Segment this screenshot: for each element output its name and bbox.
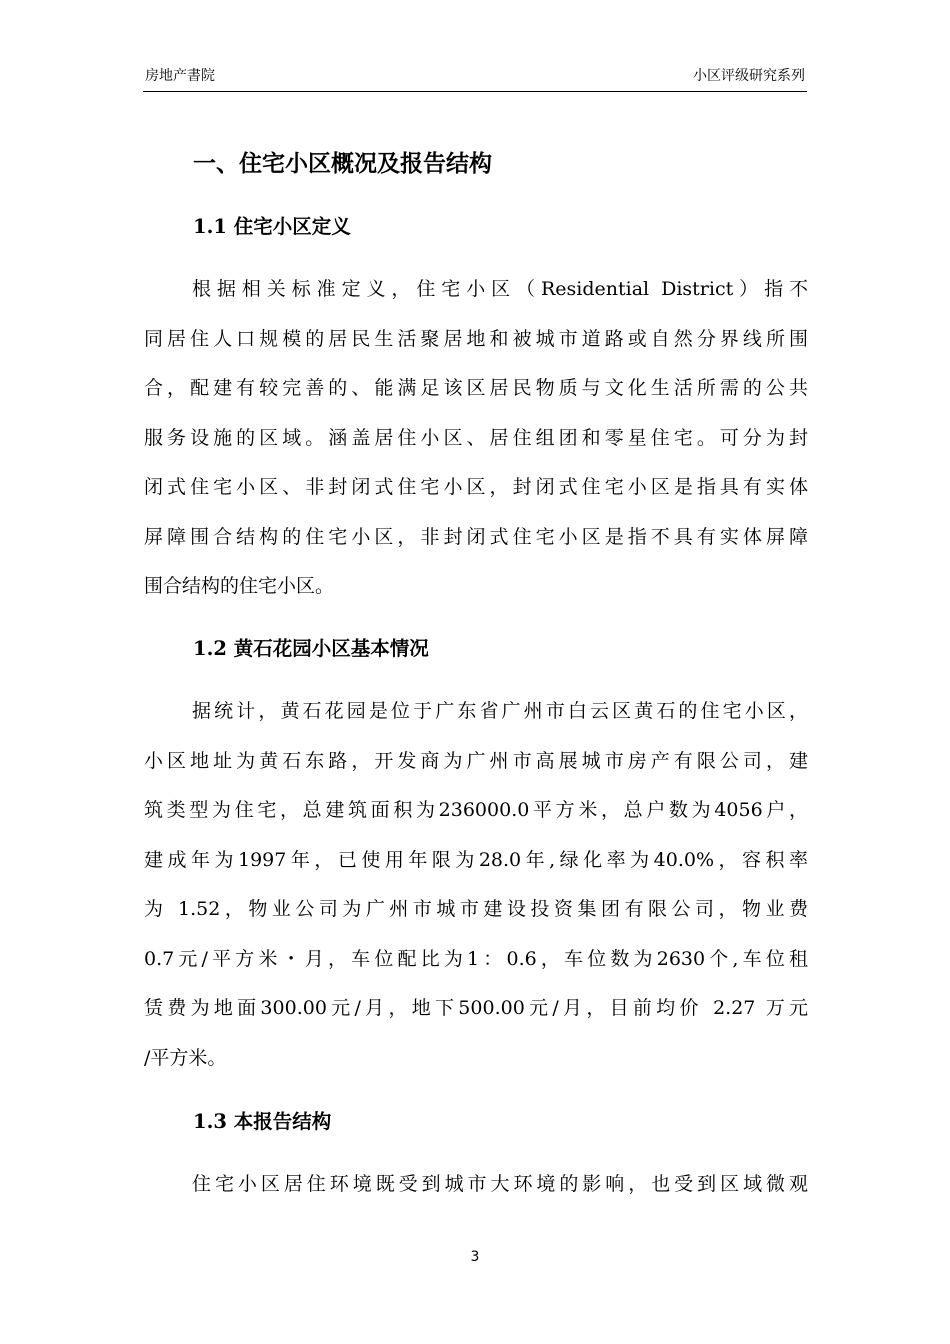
subsection-heading-1-3: 1.3 本报告结构 (193, 1110, 332, 1133)
header-right-title: 小区评级研究系列 (693, 68, 805, 84)
paragraph-residential-district-definition (144, 265, 808, 612)
text-line: 小区地址为黄石东路，开发商为广州市高展城市房产有限公司，建 (144, 749, 808, 772)
text-line: 根据相关标准定义，住宅小区（Residential District）指不 (192, 278, 808, 300)
text-line: 为 1.52，物业公司为广州市城市建设投资集团有限公司，物业费 (144, 898, 808, 920)
subsection-heading-1-1: 1.1 住宅小区定义 (193, 215, 351, 238)
text-line: 服务设施的区域。涵盖居住小区、居住组团和零星住宅。可分为封 (144, 426, 808, 449)
section-title: 一、住宅小区概况及报告结构 (193, 151, 492, 177)
text-line: 闭式住宅小区、非封闭式住宅小区，封闭式住宅小区是指具有实体 (144, 476, 808, 498)
text-line: 赁费为地面300.00元/月，地下500.00元/月，目前均价 2.27 万元 (144, 997, 808, 1019)
text-line: 住宅小区居住环境既受到城市大环境的影响，也受到区域微观 (192, 1173, 808, 1195)
subsection-heading-1-2: 1.2 黄石花园小区基本情况 (193, 637, 429, 660)
text-line: 筑类型为住宅，总建筑面积为236000.0平方米，总户数为4056户， (144, 799, 808, 821)
page-number: 3 (470, 1249, 480, 1265)
paragraph-report-structure (144, 1160, 808, 1210)
header-left-title: 房地产書院 (145, 68, 215, 84)
text-line: 屏障围合结构的住宅小区，非封闭式住宅小区是指不具有实体屏障 (144, 525, 808, 548)
text-line: 合，配建有较完善的、能满足该区居民物质与文化生活所需的公共 (144, 377, 808, 399)
text-line: 围合结构的住宅小区。 (144, 575, 335, 597)
text-line: /平方米。 (144, 1046, 227, 1069)
text-line: 建成年为1997年，已使用年限为28.0年,绿化率为40.0%，容积率 (144, 848, 808, 871)
header-divider (143, 91, 807, 92)
text-line: 0.7元/平方米・月，车位配比为1：0.6，车位数为2630个,车位租 (144, 947, 808, 970)
text-line: 据统计，黄石花园是位于广东省广州市白云区黄石的住宅小区， (192, 700, 808, 722)
text-line: 同居住人口规模的居民生活聚居地和被城市道路或自然分界线所围 (144, 327, 808, 350)
paragraph-huangshi-garden-overview (144, 687, 808, 1083)
